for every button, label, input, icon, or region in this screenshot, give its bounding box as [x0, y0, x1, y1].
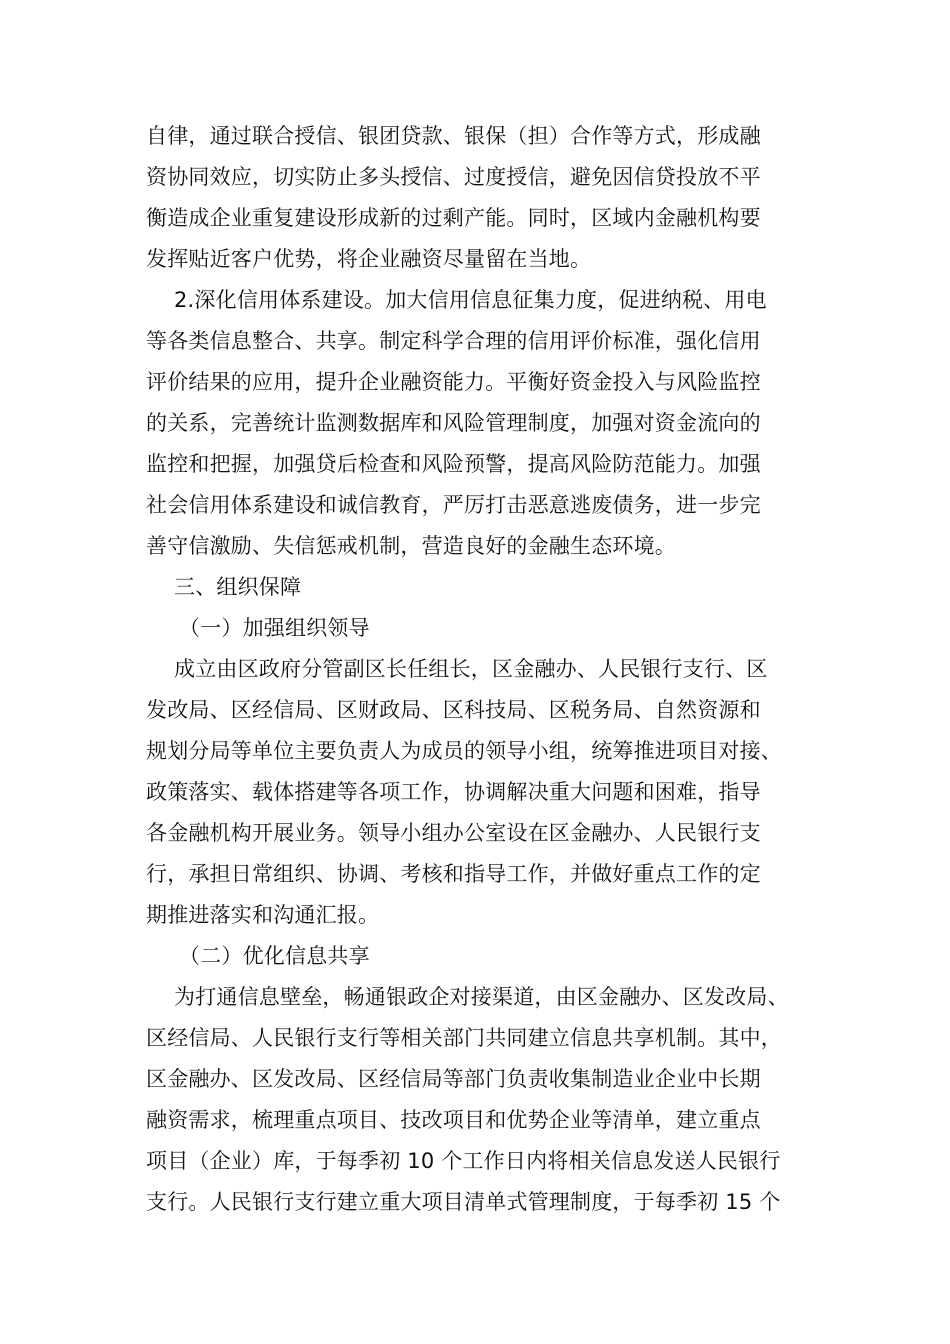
text-line: 善守信激励、失信惩戒机制，营造良好的金融生态环境。	[146, 534, 676, 558]
text-line: 评价结果的应用，提升企业融资能力。平衡好资金投入与风险监控	[146, 370, 761, 394]
text-line: 监控和把握，加强贷后检查和风险预警，提高风险防范能力。加强	[146, 452, 761, 476]
text-line: 的关系，完善统计监测数据库和风险管理制度，加强对资金流向的	[146, 411, 761, 435]
text-line: 项目（企业）库，于每季初 10 个工作日内将相关信息发送人民银行	[146, 1149, 781, 1173]
document-body	[146, 116, 821, 1223]
text-line: 区金融办、区发改局、区经信局等部门负责收集制造业企业中长期	[146, 1067, 761, 1091]
text-line: 等各类信息整合、共享。制定科学合理的信用评价标准，强化信用	[146, 329, 761, 353]
text-line: 融资需求，梳理重点项目、技改项目和优势企业等清单，建立重点	[146, 1108, 761, 1132]
text-line: 资协同效应，切实防止多头授信、过度授信，避免因信贷投放不平	[146, 165, 761, 189]
text-line: 发挥贴近客户优势，将企业融资尽量留在当地。	[146, 247, 592, 271]
text-line: 成立由区政府分管副区长任组长，区金融办、人民银行支行、区	[174, 657, 768, 681]
section-heading: 三、组织保障	[174, 575, 302, 599]
text-line: 衡造成企业重复建设形成新的过剩产能。同时，区域内金融机构要	[146, 206, 761, 230]
text-line: 发改局、区经信局、区财政局、区科技局、区税务局、自然资源和	[146, 698, 761, 722]
text-line: 各金融机构开展业务。领导小组办公室设在区金融办、人民银行支	[146, 821, 761, 845]
text-line: 政策落实、载体搭建等各项工作，协调解决重大问题和困难，指导	[146, 780, 761, 804]
subsection-heading: （二）优化信息共享	[179, 944, 370, 968]
text-line: 行，承担日常组织、协调、考核和指导工作，并做好重点工作的定	[146, 862, 761, 886]
paragraph-heading-credit-system: 2.深化信用体系建设。加大信用信息征集力度，促进纳税、用电	[174, 288, 767, 312]
text-line: 为打通信息壁垒，畅通银政企对接渠道，由区金融办、区发改局、	[174, 985, 789, 1009]
text-line: 社会信用体系建设和诚信教育，严厉打击恶意逃废债务，进一步完	[146, 493, 761, 517]
text-line: 支行。人民银行支行建立重大项目清单式管理制度，于每季初 15 个	[146, 1190, 781, 1214]
text-line: 规划分局等单位主要负责人为成员的领导小组，统筹推进项目对接、	[146, 739, 782, 763]
subsection-heading: （一）加强组织领导	[179, 616, 370, 640]
text-line: 自律，通过联合授信、银团贷款、银保（担）合作等方式，形成融	[146, 124, 761, 148]
text-line: 区经信局、人民银行支行等相关部门共同建立信息共享机制。其中，	[146, 1026, 782, 1050]
text-line: 期推进落实和沟通汇报。	[146, 903, 380, 927]
